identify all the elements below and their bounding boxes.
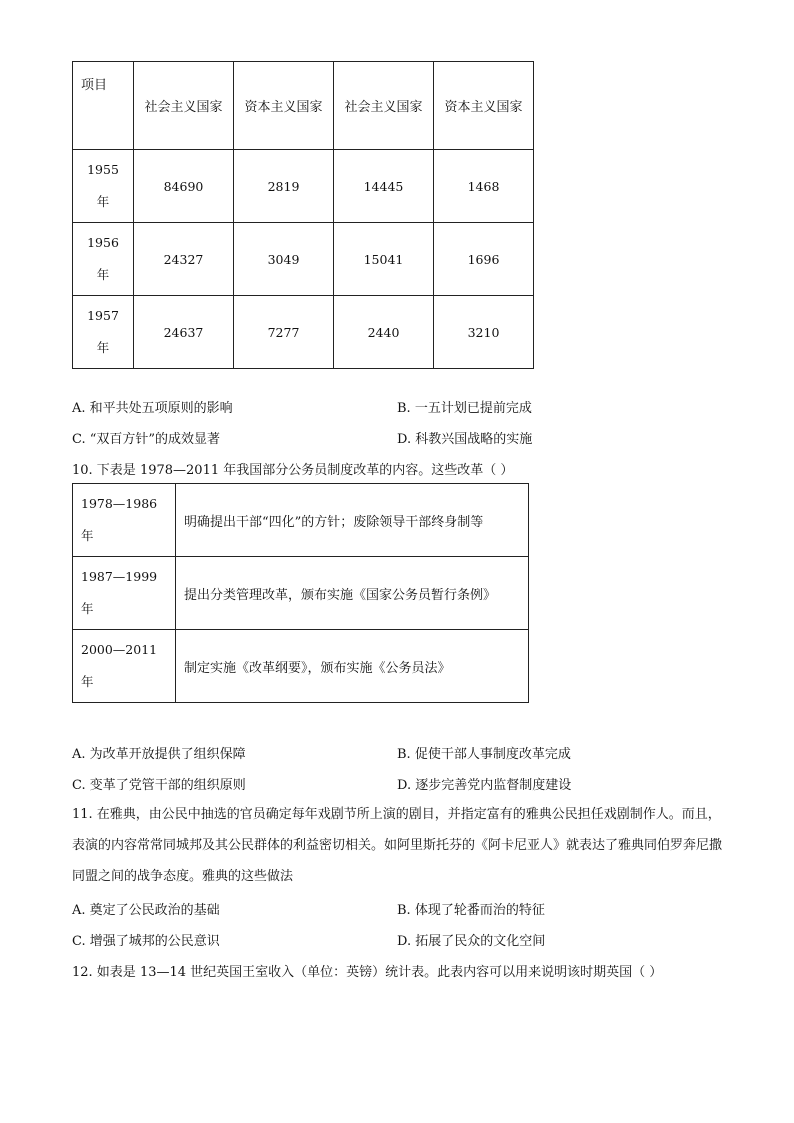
value-cell: 7277 — [234, 296, 334, 369]
value-cell: 24327 — [134, 223, 234, 296]
period-cell: 1978—1986 年 — [73, 484, 176, 557]
header-cell: 资本主义国家 — [234, 62, 334, 150]
year-cell: 1956 年 — [73, 223, 134, 296]
year-cell: 1955 年 — [73, 150, 134, 223]
q9-option-d: D. 科教兴国战略的实施 — [397, 432, 533, 447]
table-row — [73, 557, 529, 630]
q10-option-b: B. 促使干部人事制度改革完成 — [397, 747, 571, 762]
q11-option-c: C. 增强了城邦的公民意识 — [72, 934, 220, 949]
table-row — [73, 630, 529, 703]
reform-table — [72, 483, 529, 703]
trade-table — [72, 61, 534, 369]
table-row — [73, 223, 534, 296]
value-cell: 2440 — [334, 296, 434, 369]
q10-option-c: C. 变革了党管干部的组织原则 — [72, 778, 246, 793]
table-row — [73, 150, 534, 223]
content-cell: 制定实施《改革纲要》，颁布实施《公务员法》 — [176, 630, 529, 703]
content-cell: 提出分类管理改革，颁布实施《国家公务员暂行条例》 — [176, 557, 529, 630]
period-cell: 2000—2011 年 — [73, 630, 176, 703]
value-cell: 1468 — [434, 150, 534, 223]
value-cell: 1696 — [434, 223, 534, 296]
q9-option-a: A. 和平共处五项原则的影响 — [72, 401, 233, 416]
value-cell: 84690 — [134, 150, 234, 223]
content-cell: 明确提出干部“四化”的方针；废除领导干部终身制等 — [176, 484, 529, 557]
q10-stem: 10. 下表是 1978—2011 年我国部分公务员制度改革的内容。这些改革（ ） — [72, 463, 514, 478]
q11-option-d: D. 拓展了民众的文化空间 — [397, 934, 546, 949]
value-cell: 14445 — [334, 150, 434, 223]
period-cell: 1987—1999 年 — [73, 557, 176, 630]
q11-option-b: B. 体现了轮番而治的特征 — [397, 903, 545, 918]
table-row — [73, 296, 534, 369]
year-cell: 1957 年 — [73, 296, 134, 369]
table-header-row — [73, 62, 534, 150]
header-cell: 资本主义国家 — [434, 62, 534, 150]
header-cell: 社会主义国家 — [334, 62, 434, 150]
q11-option-a: A. 奠定了公民政治的基础 — [72, 903, 220, 918]
value-cell: 24637 — [134, 296, 234, 369]
q10-option-a: A. 为改革开放提供了组织保障 — [72, 747, 246, 762]
q10-option-d: D. 逐步完善党内监督制度建设 — [397, 778, 572, 793]
q9-option-c: C. “双百方针”的成效显著 — [72, 432, 221, 447]
value-cell: 15041 — [334, 223, 434, 296]
table-row — [73, 484, 529, 557]
value-cell: 2819 — [234, 150, 334, 223]
value-cell: 3049 — [234, 223, 334, 296]
q9-option-b: B. 一五计划已提前完成 — [397, 401, 532, 416]
value-cell: 3210 — [434, 296, 534, 369]
q11-stem: 11. 在雅典，由公民中抽选的官员确定每年戏剧节所上演的剧目，并指定富有的雅典公民担任戏剧制作人。而且，表演的内容常常同城邦及其公民群体的利益密切相关。如阿里斯托芬的《阿卡尼亚人》就表达了雅典同伯罗奔尼撒同盟之间的战争态度。雅典的这些做法 — [72, 807, 723, 884]
header-cell-item: 项目 — [73, 62, 134, 150]
header-cell: 社会主义国家 — [134, 62, 234, 150]
q12-stem: 12. 如表是 13—14 世纪英国王室收入（单位：英镑）统计表。此表内容可以用来说明该时期英国（ ） — [72, 965, 663, 980]
